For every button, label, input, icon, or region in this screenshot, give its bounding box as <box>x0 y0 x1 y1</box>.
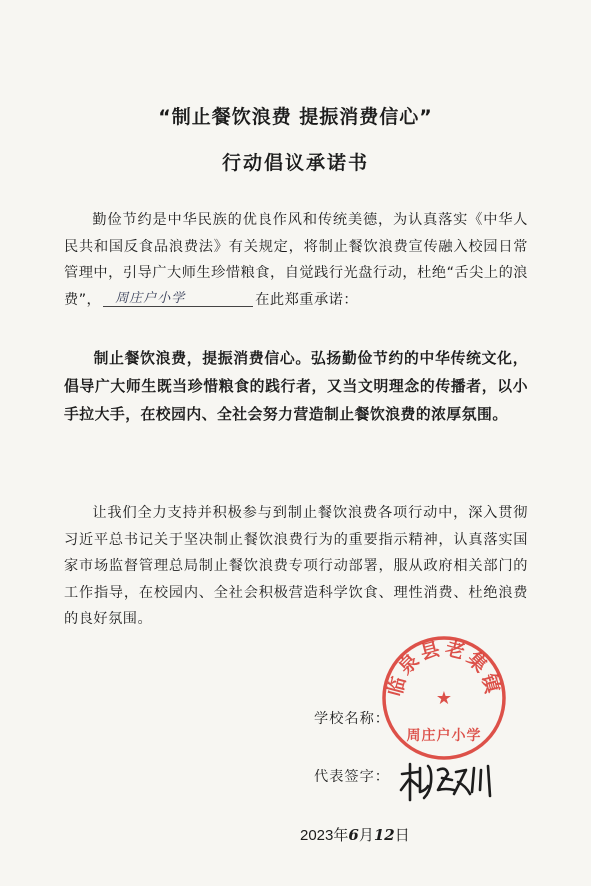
representative-signature <box>398 760 494 804</box>
representative-label: 代表签字： <box>314 769 390 785</box>
paragraph-pledge: 制止餐饮浪费，提振消费信心。弘扬勤俭节约的中华传统文化，倡导广大师生既当珍惜粮食的践行者，又当文明理念的传播者，以小手拉大手，在校园内、全社会努力营造制止餐饮浪费的浓厚氛围。 <box>64 350 528 423</box>
school-name-handwritten: 周庄户小学 <box>115 290 186 306</box>
intro-text: 勤俭节约是中华民族的优良作风和传统美德，为认真落实《中华人民共和国反食品浪费法》有关规定，将制止餐饮浪费宣传融入校园日常管理中，引导广大师生珍惜粮食，自觉践行光盘行动，杜绝“舌尖上的浪费”， <box>64 212 528 308</box>
document-subtitle: 行动倡议承诺书 <box>221 152 369 174</box>
date-day: 12 <box>373 826 395 844</box>
document-title: “制止餐饮浪费 提振消费信心” <box>158 106 433 128</box>
intro-end-text: 在此郑重承诺： <box>255 291 359 308</box>
seal-star-icon: ★ <box>435 688 453 709</box>
date-year: 2023年 <box>300 827 349 844</box>
seal-bottom-text: 周庄户小学 <box>406 728 482 744</box>
official-seal <box>378 632 510 764</box>
signing-date <box>300 824 410 845</box>
paragraph-intro <box>64 207 528 313</box>
school-name-label: 学校名称： <box>314 711 390 727</box>
date-month: 6 <box>348 826 359 844</box>
seal-arc-text: 临泉县老集镇 <box>384 637 504 699</box>
date-month-unit: 月 <box>358 827 374 844</box>
school-name-fill-line <box>103 288 253 307</box>
paragraph-action: 让我们全力支持并积极参与到制止餐饮浪费各项行动中，深入贯彻习近平总书记关于坚决制止餐饮浪费行为的重要指示精神，认真落实国家市场监督管理总局制止餐饮浪费专项行动部署，服从政府相关部门的工作指导，在校园内、全社会积极营造科学饮食、理性消费、杜绝浪费的良好氛围。 <box>64 505 528 627</box>
date-day-unit: 日 <box>394 827 410 844</box>
